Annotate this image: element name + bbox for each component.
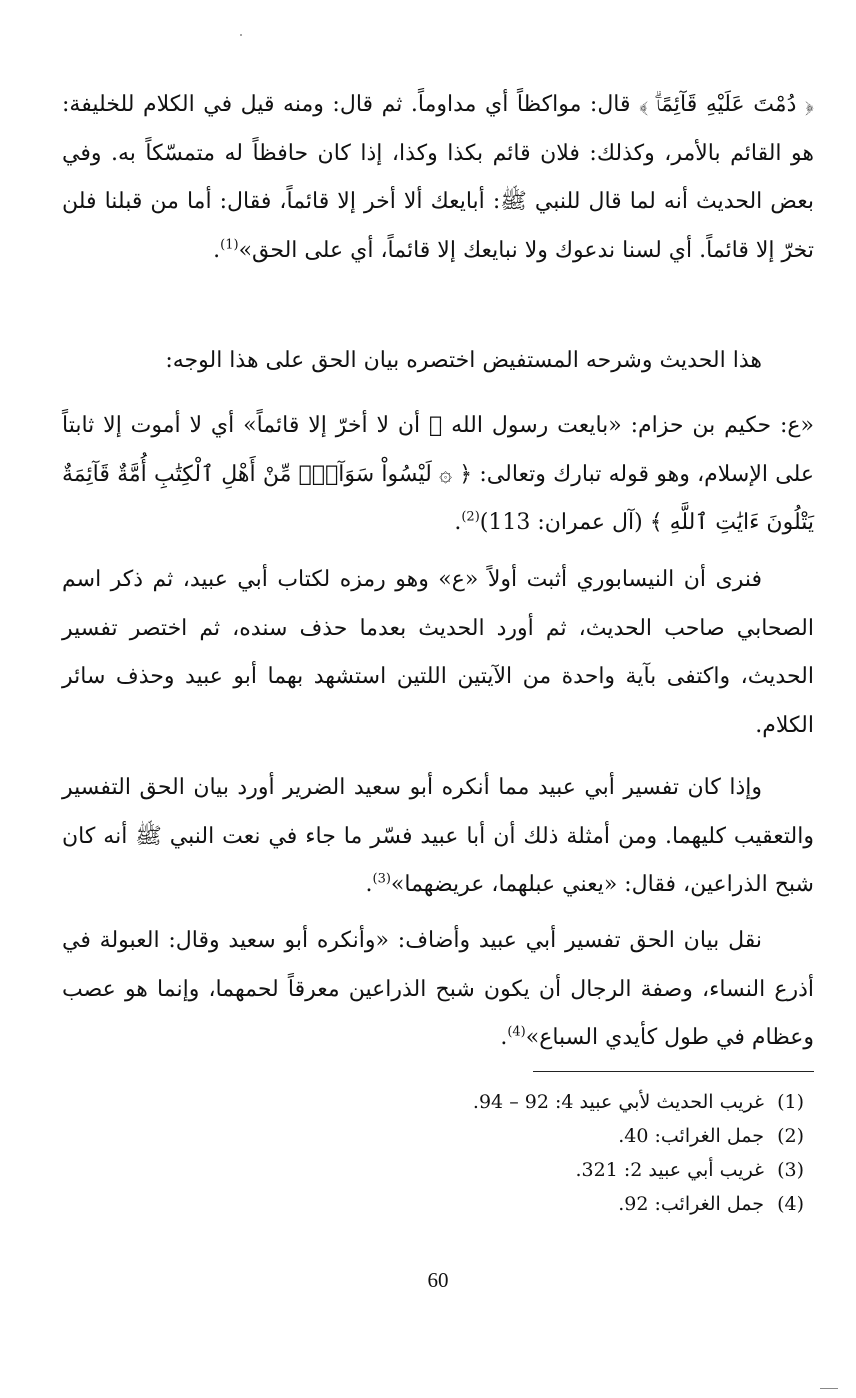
paragraph-text: هذا الحديث وشرحه المستفيض اختصره بيان الحق على هذا الوجه: bbox=[165, 348, 762, 373]
paragraph-objection bbox=[62, 917, 814, 1063]
footnote-item bbox=[244, 1085, 804, 1119]
paragraph-hadith-quote bbox=[62, 402, 814, 548]
footnote-separator bbox=[533, 1071, 814, 1072]
paragraph-text: فنرى أن النيسابوري أثبت أولاً «ع» وهو رمزه لكتاب أبي عبيد، ثم ذكر اسم الصحابي صاحب الحديث، ثم أورد الحديث بعدما حذف سنده، ثم اختصر تفسير الحديث، واكتفى بآية واحدة من الآيتين اللتين استشهد بهما أبو عبيد وحذف سائر الكلام. bbox=[62, 567, 814, 738]
scan-speck bbox=[240, 34, 242, 36]
footnote-ref-2: (2) bbox=[461, 509, 480, 525]
footnote-ref-1: (1) bbox=[220, 237, 239, 253]
sentence-end: . bbox=[365, 872, 373, 897]
paragraph-summary-intro bbox=[62, 337, 814, 386]
paragraph-tafsir-example bbox=[62, 764, 814, 910]
footnote-number: (4) bbox=[777, 1193, 804, 1215]
paragraph-text: وإذا كان تفسير أبي عبيد مما أنكره أبو سعيد الضرير أورد بيان الحق التفسير والتعقيب كليهما. ومن أمثلة ذلك أن أبا عبيد فسّر ما جاء في نعت النبي ﷺ أنه كان شبح الذراعين، فقال: «يعني عبلهما، عريضهما» bbox=[62, 775, 814, 897]
scan-speck bbox=[820, 1388, 838, 1389]
paragraph-analysis bbox=[62, 556, 814, 750]
paragraph-text: ﴿ دُمْتَ عَلَيْهِ قَآئِمًاۗ ﴾ قال: مواكظاً أي مداوماً. ثم قال: ومنه قيل في الكلام للخليفة: هو القائم بالأمر، وكذلك: فلان قائم بكذا وكذا، إذا كان حافظاً له متمسّكاً به. وفي بعض الحديث أنه لما قال للنبي ﷺ: أبايعك ألا أخر إلا قائماً، فقال: أما من قبلنا فلن تخرّ إلا قائماً. أي لسنا ندعوك ولا نبايعك إلا قائماً، أي على الحق» bbox=[62, 92, 814, 263]
footnote-ref-4: (4) bbox=[507, 1024, 526, 1040]
footnote-item bbox=[244, 1119, 804, 1153]
sentence-end: . bbox=[454, 510, 462, 535]
footnote-text: غريب أبي عبيد 2: 321. bbox=[575, 1159, 764, 1181]
footnote-text: جمل الغرائب: 40. bbox=[618, 1125, 764, 1147]
footnotes bbox=[244, 1085, 804, 1221]
footnote-number: (2) bbox=[777, 1125, 804, 1147]
footnote-text: جمل الغرائب: 92. bbox=[618, 1193, 764, 1215]
sentence-end: . bbox=[500, 1025, 508, 1050]
footnote-number: (3) bbox=[777, 1159, 804, 1181]
paragraph-text: «ع: حكيم بن حزام: «بايعت رسول الله ﷺ أن لا أخرّ إلا قائماً» أي لا أموت إلا ثابتاً على الإسلام، وهو قوله تبارك وتعالى: ﴿ ۞ لَيْسُواْ سَوَآءًۗ مِّنْ أَهْلِ ٱلْكِتَٰبِ أُمَّةٌ قَآئِمَةٌ يَتْلُونَ ءَايَٰتِ ٱللَّهِ ﴾ (آل عمران: 113) bbox=[62, 413, 814, 535]
sentence-end: . bbox=[213, 237, 221, 263]
paragraph-text: نقل بيان الحق تفسير أبي عبيد وأضاف: «وأنكره أبو سعيد وقال: العبولة في أذرع النساء، وصفة الرجال أن يكون شبح الذراعين معرقاً لحمهما، وإنما هو عصب وعظام في طول كأيدي السباع» bbox=[62, 928, 814, 1050]
footnote-ref-3: (3) bbox=[372, 871, 391, 887]
footnote-item bbox=[244, 1187, 804, 1221]
footnote-item bbox=[244, 1153, 804, 1187]
footnote-text: غريب الحديث لأبي عبيد 4: 92 – 94. bbox=[472, 1091, 764, 1113]
paragraph-quran-explanation bbox=[62, 81, 814, 275]
page-number: 60 bbox=[427, 1268, 449, 1292]
footnote-number: (1) bbox=[777, 1091, 804, 1113]
